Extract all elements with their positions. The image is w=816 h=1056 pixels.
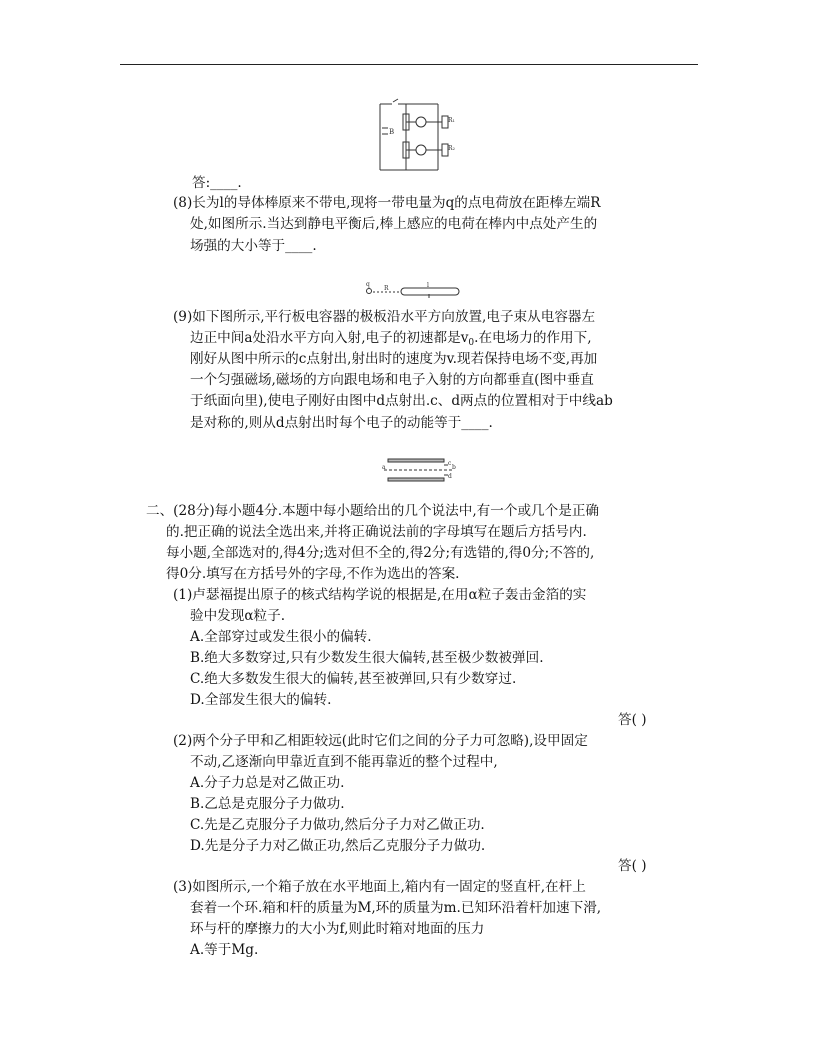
section2-line4: 得0分.填写在方括号外的字母,不作为选出的答案.: [166, 566, 460, 582]
q8-line2: 处,如图所示.当达到静电平衡后,棒上感应的电荷在棒内中点处产生的: [190, 216, 598, 232]
q9-line4: 一个匀强磁场,磁场的方向跟电场和电子入射的方向都垂直(图中垂直: [190, 372, 594, 388]
q8-line3: 场强的大小等于____.: [190, 238, 317, 254]
rod-figure: [363, 282, 461, 300]
q9-line2-b: .在电场力的作用下,: [474, 330, 592, 346]
circuit-figure: [376, 98, 458, 174]
s2q3-line2: 套着一个环.箱和杆的质量为M,环的质量为m.已知环沿着杆加速下滑,: [190, 900, 602, 916]
circuit-label-r2: R₂: [448, 145, 455, 152]
s2q2-option-b: B.乙总是克服分子力做功.: [190, 796, 345, 812]
section2-line2: 的.把正确的说法全选出来,并将正确说法前的字母填写在题后方括号内.: [166, 524, 587, 540]
s2q2-line2: 不动,乙逐渐向甲靠近直到不能再靠近的整个过程中,: [190, 754, 498, 770]
q8-line1: (8)长为l的导体棒原来不带电,现将一带电量为q的点电荷放在距棒左端R: [173, 195, 601, 211]
s2q1-option-b: B.绝大多数穿过,只有少数发生很大偏转,甚至极少数被弹回.: [190, 650, 544, 666]
s2q1-option-d: D.全部发生很大的偏转.: [190, 692, 332, 708]
s2q1-option-c: C.绝大多数发生很大的偏转,甚至被弹回,只有少数穿过.: [190, 671, 517, 687]
q9-line2: [190, 328, 592, 348]
section2-line3: 每小题,全部选对的,得4分;选对但不全的,得2分;有选错的,得0分;不答的,: [166, 545, 595, 561]
q9-line2-sub: 0: [468, 338, 475, 348]
s2q1-line2: 验中发现α粒子.: [190, 608, 286, 624]
q9-line5: 于纸面向里),使电子刚好由图中d点射出.c、d两点的位置相对于中线ab: [190, 393, 613, 409]
circuit-label-r1: R₁: [448, 117, 455, 124]
s2q2-option-d: D.先是分子力对乙做正功,然后乙克服分子力做功.: [190, 838, 486, 854]
q9-line1: (9)如下图所示,平行板电容器的极板沿水平方向放置,电子束从电容器左: [173, 309, 596, 325]
capacitor-label-a: a: [382, 464, 386, 471]
rod-label-R: R: [384, 285, 389, 292]
q9-line2-a: 边正中间a处沿水平方向入射,电子的初速都是v: [190, 330, 469, 346]
capacitor-label-d: d: [448, 473, 452, 480]
q9-line6: 是对称的,则从d点射出时每个电子的动能等于____.: [190, 415, 493, 431]
s2q2-line1: (2)两个分子甲和乙相距较远(此时它们之间的分子力可忽略),设甲固定: [173, 733, 588, 749]
header-rule: [120, 64, 698, 65]
s2q3-option-a: A.等于Mg.: [190, 942, 259, 958]
s2q1-option-a: A.全部穿过或发生很小的偏转.: [190, 629, 372, 645]
rod-label-q: q: [366, 282, 370, 288]
s2q2-option-c: C.先是乙克服分子力做功,然后分子力对乙做正功.: [190, 817, 485, 833]
s2q3-line3: 环与杆的摩擦力的大小为f,则此时箱对地面的压力: [190, 921, 485, 937]
section2-line1: 二、(28分)每小题4分.本题中每小题给出的几个说法中,有一个或几个是正确: [146, 503, 600, 519]
capacitor-label-b: b: [452, 464, 456, 471]
circuit-label-b: B: [389, 128, 395, 136]
s2q2-answer: 答( ): [618, 858, 647, 874]
s2q2-option-a: A.分子力总是对乙做正功.: [190, 775, 345, 791]
q9-line3: 刚好从图中所示的c点射出,射出时的速度为v.现若保持电场不变,再加: [190, 351, 598, 367]
capacitor-figure: [382, 457, 458, 483]
q7-answer: 答:____.: [192, 175, 242, 191]
rod-label-l: l: [427, 282, 429, 289]
capacitor-label-c: c: [448, 460, 452, 467]
s2q3-line1: (3)如图所示,一个箱子放在水平地面上,箱内有一固定的竖直杆,在杆上: [173, 879, 586, 895]
s2q1-answer: 答( ): [618, 712, 647, 728]
s2q1-line1: (1)卢瑟福提出原子的核式结构学说的根据是,在用α粒子轰击金箔的实: [173, 587, 587, 603]
